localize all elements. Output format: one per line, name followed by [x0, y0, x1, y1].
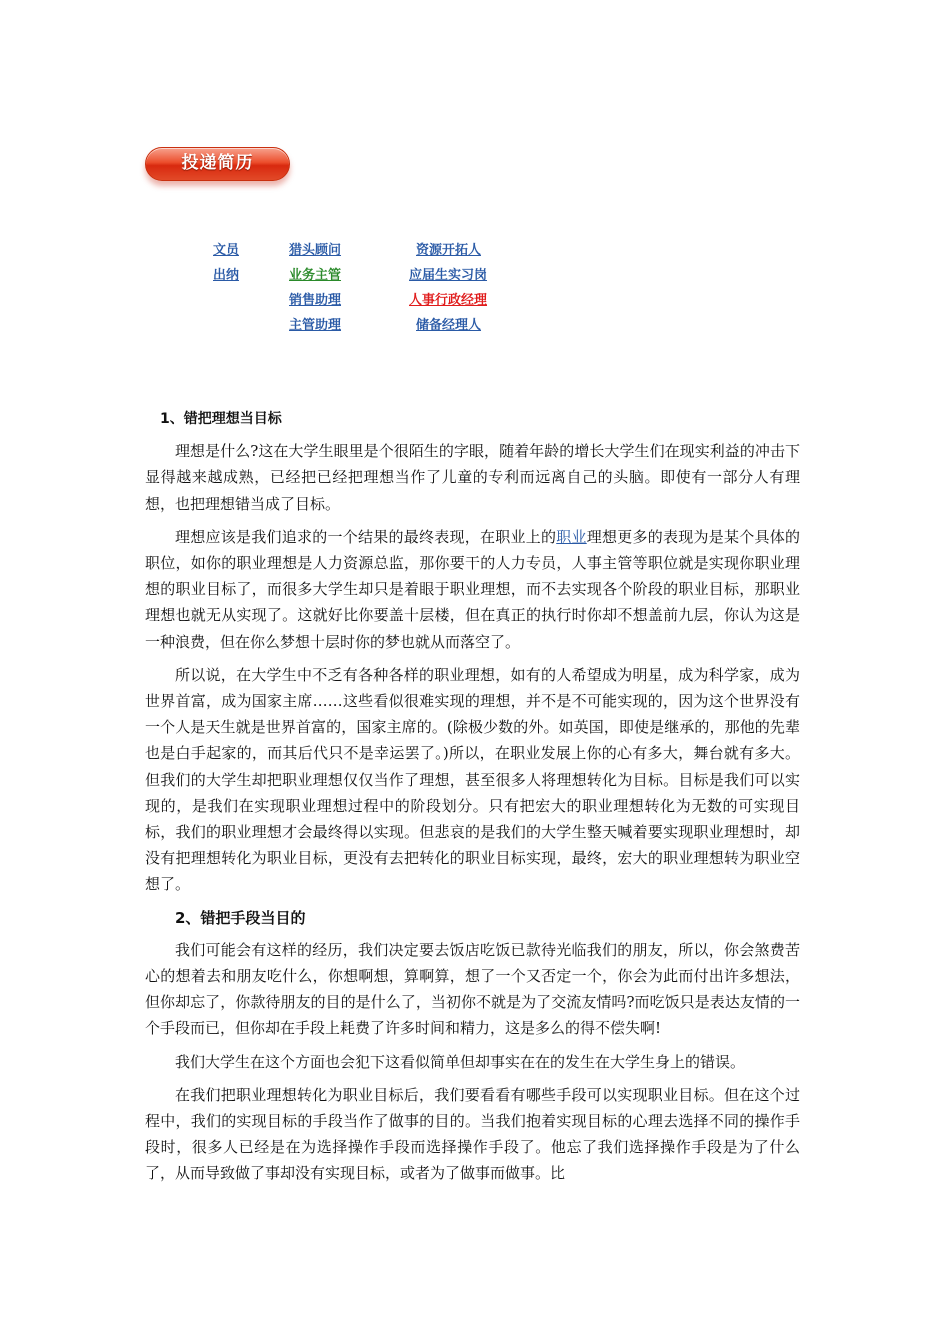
job-link-cashier[interactable]: 出纳 [213, 268, 240, 283]
job-link-supervisor-assistant[interactable]: 主管助理 [289, 318, 342, 333]
job-link-resource-developer[interactable]: 资源开拓人 [416, 243, 482, 258]
submit-resume-button[interactable]: 投递简历 [145, 147, 290, 181]
paragraph-1: 理想是什么?这在大学生眼里是个很陌生的字眼，随着年龄的增长大学生们在现实利益的冲击下显得越来越成熟，已经把已经把理想当作了儿童的专利而远离自己的头脑。即使有一部分人有理想，也把理想错当成了目标。 [145, 442, 800, 513]
paragraph-4: 我们可能会有这样的经历，我们决定要去饭店吃饭已款待光临我们的朋友，所以，你会煞费苦心的想着去和朋友吃什么，你想啊想，算啊算，想了一个又否定一个，你会为此而付出许多想法，但你却忘了，你款待朋友的目的是什么了，当初你不就是为了交流友情吗?而吃饭只是表达友情的一个手段而已，但你却在手段上耗费了许多时间和精力，这是多么的得不偿失啊! [145, 940, 800, 1038]
job-link-reserve-manager[interactable]: 储备经理人 [416, 318, 482, 333]
paragraph-3: 所以说，在大学生中不乏有各种各样的职业理想，如有的人希望成为明星，成为科学家，成为世界首富，成为国家主席……这些看似很难实现的理想，并不是不可能实现的，因为这个世界没有一个人是天生就是世界首富的，国家主席的。(除极少数的外。如英国，即使是继承的，那他的先辈也是白手起家的，而其后代只不是幸运罢了。)所以，在职业发展上你的心有多大，舞台就有多大。但我们的大学生却把职业理想仅仅当作了理想，甚至很多人将理想转化为目标。目标是我们可以实现的，是我们在实现职业理想过程中的阶段划分。只有把宏大的职业理想转化为无数的可实现目标，我们的职业理想才会最终得以实现。但悲哀的是我们的大学生整天喊着要实现职业理想时，却没有把理想转化为职业目标，更没有去把转化的职业目标实现，最终，宏大的职业理想转为职业空想了。 [145, 665, 800, 894]
job-link-business-supervisor[interactable]: 业务主管 [289, 268, 342, 283]
section-heading-2: 2、错把手段当目的 [175, 908, 306, 927]
paragraph-2: 理想应该是我们追求的一个结果的最终表现，在职业上的职业理想更多的表现为是某个具体的职位，如你的职业理想是人力资源总监，那你要干的人力专员，人事主管等职位就是实现你职业理想的职业目标了，而很多大学生却只是着眼于职业理想，而不去实现各个阶段的职业目标，那职业理想也就无从实现了。这就好比你要盖十层楼，但在真正的执行时你却不想盖前九层，你认为这是一种浪费，但在你么梦想十层时你的梦也就从而落空了。 [145, 527, 800, 651]
paragraph-6: 在我们把职业理想转化为职业目标后，我们要看看有哪些手段可以实现职业目标。但在这个过程中，我们的实现目标的手段当作了做事的目的。当我们抱着实现目标的心理去选择不同的操作手段时，很多人已经是在为选择操作手段而选择操作手段了。他忘了我们选择操作手段是为了什么了，从而导致做了事却没有实现目标，或者为了做事而做事。比 [145, 1085, 800, 1183]
job-link-sales-assistant[interactable]: 销售助理 [289, 293, 342, 308]
section-heading-1: 1、错把理想当目标 [160, 411, 282, 427]
job-link-clerk[interactable]: 文员 [213, 243, 240, 258]
job-link-hr-admin-manager[interactable]: 人事行政经理 [409, 293, 488, 308]
job-link-headhunter[interactable]: 猎头顾问 [289, 243, 342, 258]
paragraph-5: 我们大学生在这个方面也会犯下这看似简单但却事实在在的发生在大学生身上的错误。 [175, 1052, 746, 1071]
career-link[interactable]: 职业 [556, 527, 587, 546]
job-link-graduate-intern[interactable]: 应届生实习岗 [409, 268, 488, 283]
article-body [145, 406, 800, 1194]
